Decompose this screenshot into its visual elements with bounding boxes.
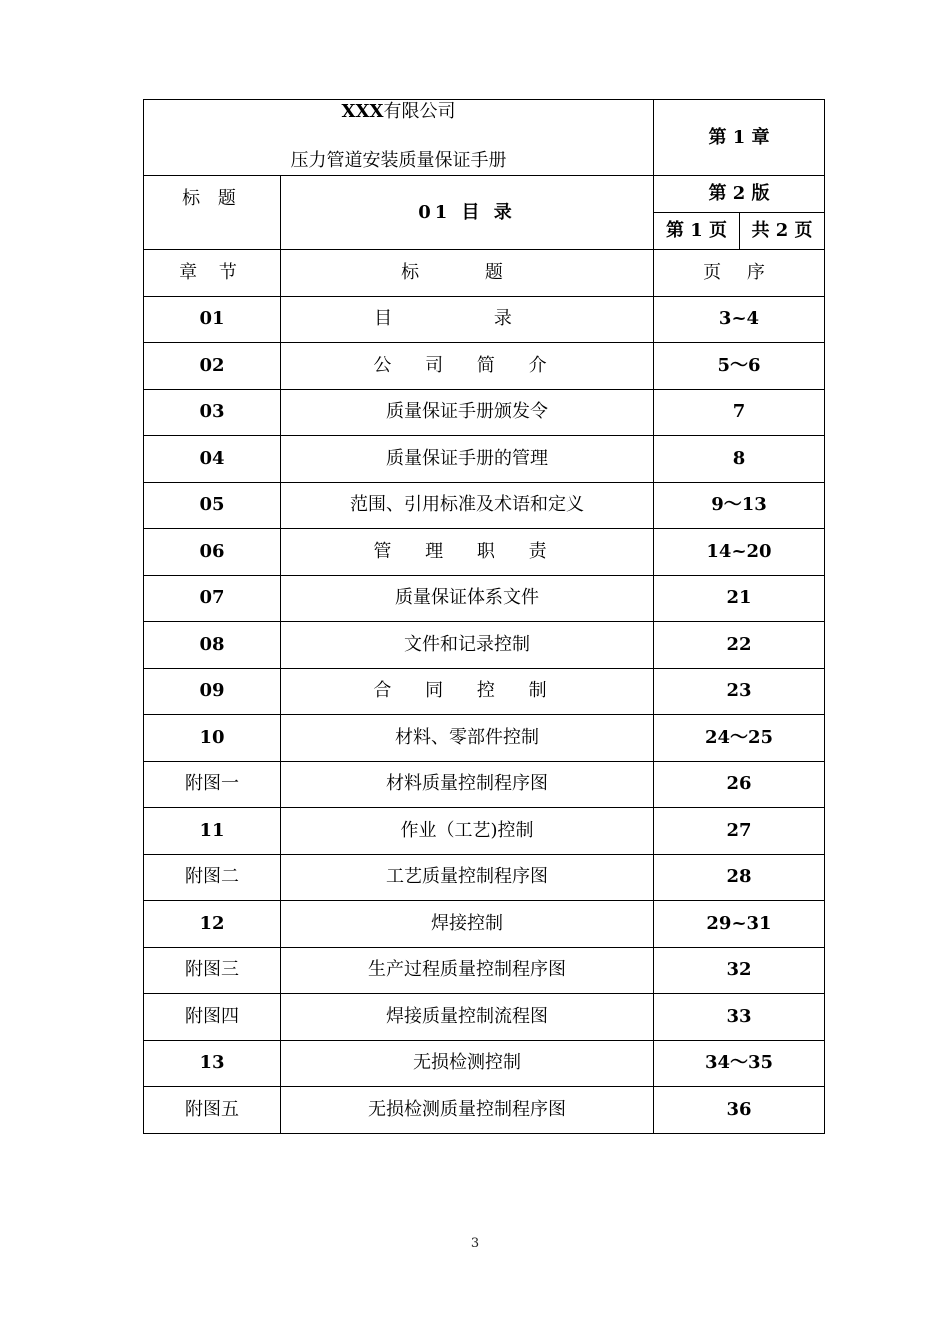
company-name [144, 101, 653, 123]
row-title: 目 录 [281, 296, 654, 343]
row-chapter: 07 [144, 575, 281, 622]
row-chapter: 附图四 [144, 994, 281, 1041]
company-header-cell [144, 100, 654, 176]
row-page: 14~20 [654, 529, 825, 576]
table-row [144, 901, 825, 948]
page-current-label: 第 1 页 [654, 213, 740, 250]
row-chapter: 06 [144, 529, 281, 576]
table-row [144, 1040, 825, 1087]
company-prefix: XXX [341, 101, 384, 122]
table-row [144, 622, 825, 669]
company-suffix: 有限公司 [383, 101, 456, 122]
row-title: 公 司 简 介 [281, 343, 654, 390]
edition-label: 第 2 版 [654, 176, 825, 213]
column-header-chapter: 章 节 [144, 250, 281, 297]
column-header-title: 标 题 [281, 250, 654, 297]
row-chapter: 附图一 [144, 761, 281, 808]
page-total-label: 共 2 页 [740, 213, 825, 250]
row-chapter: 12 [144, 901, 281, 948]
row-page: 9～13 [654, 482, 825, 529]
row-title: 焊接控制 [281, 901, 654, 948]
row-chapter: 10 [144, 715, 281, 762]
row-page: 27 [654, 808, 825, 855]
row-chapter: 08 [144, 622, 281, 669]
manual-title: 压力管道安装质量保证手册 [290, 150, 507, 171]
table-row [144, 296, 825, 343]
row-page: 36 [654, 1087, 825, 1134]
title-label: 标 题 [144, 176, 281, 250]
row-page: 24～25 [654, 715, 825, 762]
row-title: 作业（工艺)控制 [281, 808, 654, 855]
row-page: 22 [654, 622, 825, 669]
row-title: 管 理 职 责 [281, 529, 654, 576]
row-title: 工艺质量控制程序图 [281, 854, 654, 901]
row-chapter: 04 [144, 436, 281, 483]
row-title: 生产过程质量控制程序图 [281, 947, 654, 994]
table-row [144, 761, 825, 808]
table-row [144, 343, 825, 390]
row-chapter: 05 [144, 482, 281, 529]
section-title: 01 目 录 [281, 176, 654, 250]
row-page: 28 [654, 854, 825, 901]
row-page: 26 [654, 761, 825, 808]
table-row [144, 854, 825, 901]
row-page: 23 [654, 668, 825, 715]
row-chapter: 附图三 [144, 947, 281, 994]
row-page: 32 [654, 947, 825, 994]
row-title: 无损检测控制 [281, 1040, 654, 1087]
table-row [144, 389, 825, 436]
chapter-label: 第 1 章 [654, 100, 825, 176]
table-row [144, 482, 825, 529]
page-number: 3 [470, 1236, 480, 1251]
row-page: 8 [654, 436, 825, 483]
row-title: 质量保证手册颁发令 [281, 389, 654, 436]
row-chapter: 02 [144, 343, 281, 390]
row-page: 21 [654, 575, 825, 622]
row-title: 无损检测质量控制程序图 [281, 1087, 654, 1134]
row-title: 文件和记录控制 [281, 622, 654, 669]
table-row [144, 436, 825, 483]
row-title: 范围、引用标准及术语和定义 [281, 482, 654, 529]
table-row [144, 1087, 825, 1134]
row-chapter: 03 [144, 389, 281, 436]
row-chapter: 附图二 [144, 854, 281, 901]
column-header-page: 页 序 [654, 250, 825, 297]
row-page: 29~31 [654, 901, 825, 948]
row-title: 质量保证手册的管理 [281, 436, 654, 483]
row-title: 质量保证体系文件 [281, 575, 654, 622]
table-row [144, 808, 825, 855]
row-title: 合 同 控 制 [281, 668, 654, 715]
row-page: 33 [654, 994, 825, 1041]
row-title: 焊接质量控制流程图 [281, 994, 654, 1041]
row-chapter: 01 [144, 296, 281, 343]
row-page: 5～6 [654, 343, 825, 390]
row-chapter: 13 [144, 1040, 281, 1087]
table-row [144, 668, 825, 715]
row-title: 材料质量控制程序图 [281, 761, 654, 808]
table-row [144, 947, 825, 994]
row-chapter: 11 [144, 808, 281, 855]
table-row [144, 575, 825, 622]
row-page: 3~4 [654, 296, 825, 343]
toc-table [143, 99, 825, 1134]
table-row [144, 715, 825, 762]
row-chapter: 附图五 [144, 1087, 281, 1134]
row-chapter: 09 [144, 668, 281, 715]
row-page: 7 [654, 389, 825, 436]
table-row [144, 529, 825, 576]
row-page: 34～35 [654, 1040, 825, 1087]
row-title: 材料、零部件控制 [281, 715, 654, 762]
table-row [144, 994, 825, 1041]
